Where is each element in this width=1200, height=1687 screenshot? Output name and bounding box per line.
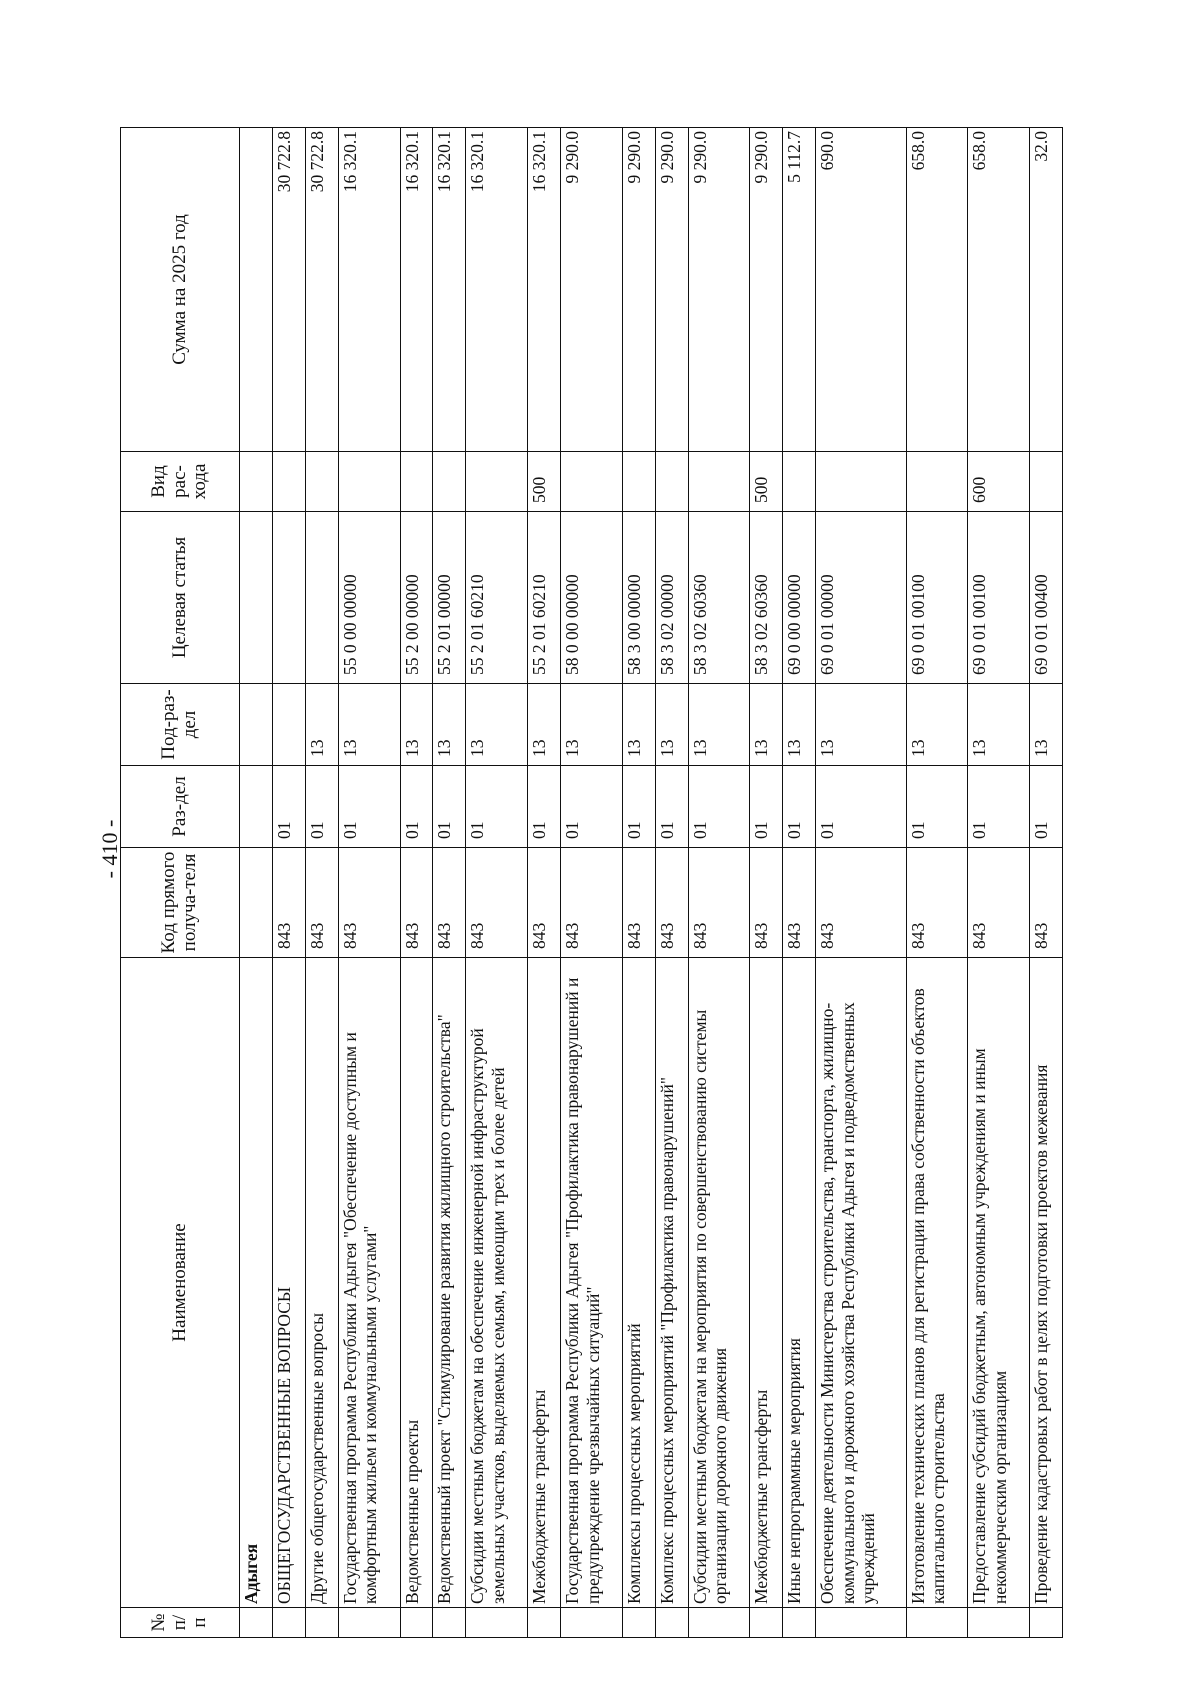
cell-expense-type — [433, 452, 466, 512]
cell-section: 01 — [433, 766, 466, 848]
header-recipient: Код прямого получа-теля — [121, 848, 240, 958]
table-row — [906, 128, 968, 1638]
cell-name: Предоставление субсидий бюджетным, автономным учреждениям и иным некоммерческим организациям — [968, 958, 1030, 1608]
cell-section: 01 — [305, 766, 338, 848]
cell-section: 01 — [968, 766, 1030, 848]
cell-subsection: 13 — [433, 684, 466, 766]
cell-subsection: 13 — [783, 684, 816, 766]
header-expense-type: Вид рас-хода — [121, 452, 240, 512]
cell-num — [466, 1608, 528, 1638]
cell-recipient — [240, 848, 273, 958]
cell-subsection: 13 — [400, 684, 433, 766]
page-number: - 410 - — [97, 819, 122, 879]
cell-expense-type: 500 — [750, 452, 783, 512]
cell-section: 01 — [688, 766, 750, 848]
cell-section: 01 — [655, 766, 688, 848]
table-row — [750, 128, 783, 1638]
cell-section: 01 — [750, 766, 783, 848]
cell-sum: 16 320.1 — [338, 128, 400, 452]
cell-sum: 16 320.1 — [528, 128, 561, 452]
cell-num — [1029, 1608, 1062, 1638]
cell-target: 55 2 01 00000 — [433, 512, 466, 684]
cell-sum: 16 320.1 — [433, 128, 466, 452]
cell-expense-type — [272, 452, 305, 512]
table-body — [240, 128, 1063, 1638]
cell-num — [783, 1608, 816, 1638]
table-row — [561, 128, 623, 1638]
table-row — [338, 128, 400, 1638]
cell-num — [688, 1608, 750, 1638]
cell-sum: 5 112.7 — [783, 128, 816, 452]
cell-target: 69 0 01 00400 — [1029, 512, 1062, 684]
cell-sum: 30 722.8 — [272, 128, 305, 452]
cell-expense-type — [906, 452, 968, 512]
cell-expense-type — [622, 452, 655, 512]
cell-name: Межбюджетные трансферты — [750, 958, 783, 1608]
cell-target: 69 0 01 00100 — [968, 512, 1030, 684]
cell-recipient: 843 — [750, 848, 783, 958]
cell-recipient: 843 — [305, 848, 338, 958]
cell-expense-type — [466, 452, 528, 512]
cell-subsection — [240, 684, 273, 766]
table-row — [688, 128, 750, 1638]
cell-name: Государственная программа Республики Адыгея "Профилактика правонарушений и предупреждение чрезвычайных ситуаций" — [561, 958, 623, 1608]
cell-num — [750, 1608, 783, 1638]
cell-num — [528, 1608, 561, 1638]
cell-subsection: 13 — [968, 684, 1030, 766]
cell-expense-type — [655, 452, 688, 512]
cell-sum: 658.0 — [968, 128, 1030, 452]
cell-num — [561, 1608, 623, 1638]
cell-target: 58 3 02 60360 — [750, 512, 783, 684]
cell-recipient: 843 — [561, 848, 623, 958]
cell-section: 01 — [622, 766, 655, 848]
cell-target — [272, 512, 305, 684]
cell-name: Ведомственный проект "Стимулирование развития жилищного строительства" — [433, 958, 466, 1608]
cell-expense-type: 500 — [528, 452, 561, 512]
cell-target: 55 2 01 60210 — [528, 512, 561, 684]
cell-recipient: 843 — [783, 848, 816, 958]
cell-target: 69 0 01 00100 — [906, 512, 968, 684]
cell-num — [338, 1608, 400, 1638]
cell-name: Субсидии местным бюджетам на мероприятия по совершенствованию системы организации дорожного движения — [688, 958, 750, 1608]
cell-recipient: 843 — [816, 848, 906, 958]
cell-name: Комплексы процессных мероприятий — [622, 958, 655, 1608]
cell-name: Государственная программа Республики Адыгея "Обеспечение доступным и комфортным жильем и коммунальными услугами" — [338, 958, 400, 1608]
cell-section: 01 — [338, 766, 400, 848]
cell-target: 69 0 01 00000 — [816, 512, 906, 684]
cell-num — [433, 1608, 466, 1638]
cell-sum: 9 290.0 — [688, 128, 750, 452]
cell-expense-type — [783, 452, 816, 512]
budget-table-wrapper — [120, 128, 1063, 1638]
table-row — [968, 128, 1030, 1638]
cell-subsection: 13 — [561, 684, 623, 766]
header-subsection: Под-раз-дел — [121, 684, 240, 766]
cell-section: 01 — [783, 766, 816, 848]
cell-name: Иные непрограммные мероприятия — [783, 958, 816, 1608]
cell-name: ОБЩЕГОСУДАРСТВЕННЫЕ ВОПРОСЫ — [272, 958, 305, 1608]
cell-num — [272, 1608, 305, 1638]
table-row — [1029, 128, 1062, 1638]
cell-recipient: 843 — [466, 848, 528, 958]
cell-section: 01 — [466, 766, 528, 848]
table-row — [305, 128, 338, 1638]
cell-recipient: 843 — [968, 848, 1030, 958]
cell-sum: 658.0 — [906, 128, 968, 452]
cell-expense-type — [1029, 452, 1062, 512]
cell-sum: 9 290.0 — [622, 128, 655, 452]
cell-section: 01 — [272, 766, 305, 848]
cell-subsection: 13 — [750, 684, 783, 766]
header-sum: Сумма на 2025 год — [121, 128, 240, 452]
cell-target: 58 0 00 00000 — [561, 512, 623, 684]
cell-sum: 9 290.0 — [750, 128, 783, 452]
cell-recipient: 843 — [655, 848, 688, 958]
cell-num — [968, 1608, 1030, 1638]
cell-num — [655, 1608, 688, 1638]
cell-recipient: 843 — [1029, 848, 1062, 958]
cell-section — [240, 766, 273, 848]
cell-name: Комплекс процессных мероприятий "Профилактика правонарушений" — [655, 958, 688, 1608]
cell-recipient: 843 — [433, 848, 466, 958]
table-row — [433, 128, 466, 1638]
cell-section: 01 — [400, 766, 433, 848]
cell-num — [400, 1608, 433, 1638]
cell-subsection: 13 — [655, 684, 688, 766]
cell-subsection: 13 — [305, 684, 338, 766]
cell-target — [305, 512, 338, 684]
cell-name: Изготовление технических планов для регистрации права собственности объектов капитального строительства — [906, 958, 968, 1608]
cell-target: 69 0 00 00000 — [783, 512, 816, 684]
cell-recipient: 843 — [272, 848, 305, 958]
cell-subsection — [272, 684, 305, 766]
cell-recipient: 843 — [338, 848, 400, 958]
cell-recipient: 843 — [688, 848, 750, 958]
cell-target: 58 3 02 00000 — [655, 512, 688, 684]
cell-recipient: 843 — [400, 848, 433, 958]
cell-expense-type — [240, 452, 273, 512]
cell-expense-type — [561, 452, 623, 512]
cell-section: 01 — [528, 766, 561, 848]
cell-name: Обеспечение деятельности Министерства строительства, транспорта, жилищно-коммунального и дорожного хозяйства Республики Адыгея и подведомственных учреждений — [816, 958, 906, 1608]
header-name: Наименование — [121, 958, 240, 1608]
cell-expense-type — [688, 452, 750, 512]
cell-sum: 9 290.0 — [561, 128, 623, 452]
header-target: Целевая статья — [121, 512, 240, 684]
table-row — [528, 128, 561, 1638]
cell-subsection: 13 — [466, 684, 528, 766]
cell-num — [240, 1608, 273, 1638]
cell-name: Проведение кадастровых работ в целях подготовки проектов межевания — [1029, 958, 1062, 1608]
cell-recipient: 843 — [622, 848, 655, 958]
cell-num — [622, 1608, 655, 1638]
cell-sum: 16 320.1 — [466, 128, 528, 452]
cell-target: 55 2 00 00000 — [400, 512, 433, 684]
cell-subsection: 13 — [816, 684, 906, 766]
table-row — [466, 128, 528, 1638]
cell-expense-type — [338, 452, 400, 512]
cell-target: 55 0 00 00000 — [338, 512, 400, 684]
cell-section: 01 — [906, 766, 968, 848]
header-num: № п/п — [121, 1608, 240, 1638]
cell-sum: 690.0 — [816, 128, 906, 452]
cell-subsection: 13 — [688, 684, 750, 766]
cell-name: Ведомственные проекты — [400, 958, 433, 1608]
cell-recipient: 843 — [906, 848, 968, 958]
header-section: Раз-дел — [121, 766, 240, 848]
cell-name: Субсидии местным бюджетам на обеспечение инженерной инфраструктурой земельных участков, выделяемых семьям, имеющим трех и более детей — [466, 958, 528, 1608]
cell-subsection: 13 — [906, 684, 968, 766]
table-row — [816, 128, 906, 1638]
cell-section: 01 — [816, 766, 906, 848]
table-row — [655, 128, 688, 1638]
cell-section: 01 — [561, 766, 623, 848]
cell-name: Адыгея — [240, 958, 273, 1608]
budget-table — [120, 127, 1063, 1638]
cell-target: 58 3 02 60360 — [688, 512, 750, 684]
cell-target — [240, 512, 273, 684]
cell-subsection: 13 — [622, 684, 655, 766]
cell-subsection: 13 — [1029, 684, 1062, 766]
table-header-row — [121, 128, 240, 1638]
cell-sum — [240, 128, 273, 452]
cell-expense-type — [816, 452, 906, 512]
cell-subsection: 13 — [528, 684, 561, 766]
cell-num — [906, 1608, 968, 1638]
cell-sum: 32.0 — [1029, 128, 1062, 452]
table-row — [622, 128, 655, 1638]
cell-expense-type — [400, 452, 433, 512]
table-row — [272, 128, 305, 1638]
cell-name: Другие общегосударственные вопросы — [305, 958, 338, 1608]
cell-sum: 9 290.0 — [655, 128, 688, 452]
cell-section: 01 — [1029, 766, 1062, 848]
cell-num — [305, 1608, 338, 1638]
cell-target: 58 3 00 00000 — [622, 512, 655, 684]
cell-target: 55 2 01 60210 — [466, 512, 528, 684]
cell-recipient: 843 — [528, 848, 561, 958]
cell-num — [816, 1608, 906, 1638]
table-row — [400, 128, 433, 1638]
cell-name: Межбюджетные трансферты — [528, 958, 561, 1608]
cell-subsection: 13 — [338, 684, 400, 766]
cell-sum: 16 320.1 — [400, 128, 433, 452]
cell-expense-type: 600 — [968, 452, 1030, 512]
cell-sum: 30 722.8 — [305, 128, 338, 452]
region-row — [240, 128, 273, 1638]
cell-expense-type — [305, 452, 338, 512]
table-row — [783, 128, 816, 1638]
